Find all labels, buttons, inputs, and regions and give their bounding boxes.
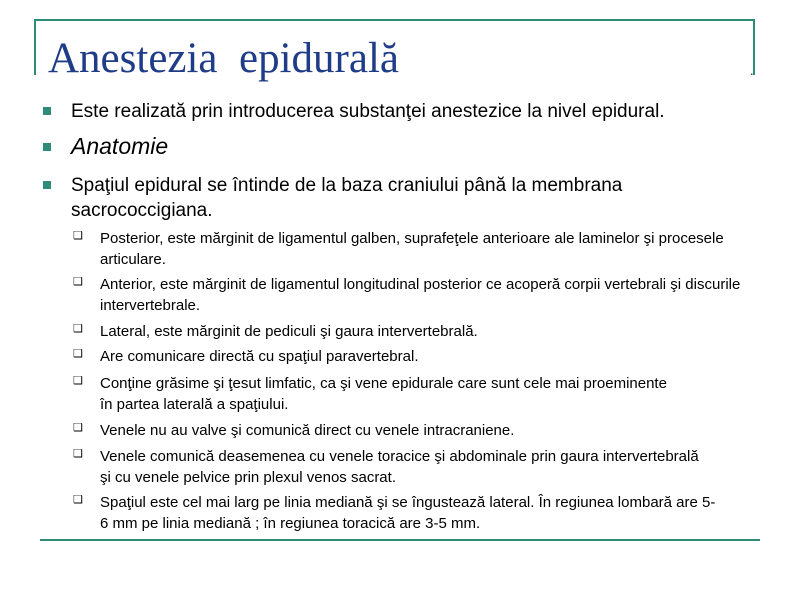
sub-bullet-text: Posterior, este mărginit de ligamentul galben, suprafeţele anterioare ale laminelor şi procesele articulare. xyxy=(100,230,724,268)
hollow-square-bullet-icon: ❑ xyxy=(73,494,83,506)
sub-bullet-text: Conţine grăsime şi ţesut limfatic, ca şi vene epidurale care sunt cele mai proeminente în partea laterală a spaţiului. xyxy=(100,375,667,413)
bullet-item xyxy=(71,173,751,223)
sub-bullet-item xyxy=(73,492,720,534)
title-frame-left-line xyxy=(34,19,36,75)
sub-bullet-item xyxy=(73,373,680,415)
sub-bullet-item xyxy=(73,274,780,316)
sub-bullet-text: Spaţiul este cel mai larg pe linia mediană şi se îngustează lateral. În regiunea lombară are 5-6 mm pe linia mediană ; în regiunea toracică are 3-5 mm. xyxy=(100,494,716,532)
square-bullet-icon xyxy=(43,181,51,189)
sub-bullet-text: Lateral, este mărginit de pediculi şi gaura intervertebrală. xyxy=(100,323,478,340)
bullet-text: Anatomie xyxy=(71,133,169,159)
hollow-square-bullet-icon: ❑ xyxy=(73,323,83,335)
hollow-square-bullet-icon: ❑ xyxy=(73,375,83,387)
hollow-square-bullet-icon: ❑ xyxy=(73,276,83,288)
bottom-divider xyxy=(40,539,760,541)
sub-bullet-item xyxy=(73,321,780,342)
bullet-item xyxy=(71,99,771,124)
square-bullet-icon xyxy=(43,107,51,115)
hollow-square-bullet-icon: ❑ xyxy=(73,348,83,360)
slide-title: Anestezia epidurală xyxy=(48,35,399,82)
sub-bullet-text: Anterior, este mărginit de ligamentul longitudinal posterior ce acoperă corpii vertebrali şi discurile intervertebrale. xyxy=(100,276,741,314)
sub-bullet-item xyxy=(73,420,780,441)
bullet-text: Spaţiul epidural se întinde de la baza craniului până la membrana sacrococcigiana. xyxy=(71,175,623,221)
sub-bullet-text: Are comunicare directă cu spaţiul paravertebral. xyxy=(100,348,419,365)
bullet-item xyxy=(71,134,771,161)
hollow-square-bullet-icon: ❑ xyxy=(73,422,83,434)
sub-bullet-text: Venele nu au valve şi comunică direct cu venele intracraniene. xyxy=(100,422,515,439)
hollow-square-bullet-icon: ❑ xyxy=(73,230,83,242)
title-frame-top-line xyxy=(34,19,754,21)
sub-bullet-item xyxy=(73,346,780,367)
bullet-text: Este realizată prin introducerea substanţei anestezice la nivel epidural. xyxy=(71,101,665,122)
title-mark: . xyxy=(750,64,754,79)
sub-bullet-item xyxy=(73,228,780,270)
hollow-square-bullet-icon: ❑ xyxy=(73,448,83,460)
square-bullet-icon xyxy=(43,143,51,151)
sub-bullet-item xyxy=(73,446,710,488)
sub-bullet-text: Venele comunică deasemenea cu venele toracice şi abdominale prin gaura intervertebrală şi cu venele pelvice prin plexul venos sacrat. xyxy=(100,448,699,486)
